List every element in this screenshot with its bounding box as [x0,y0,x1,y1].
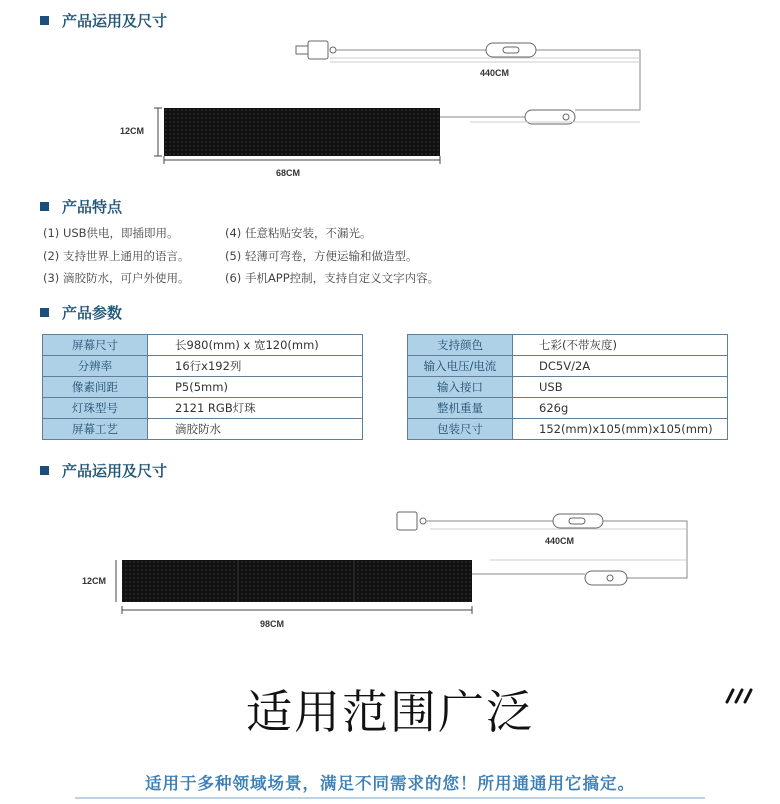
led-panel-large [122,560,472,602]
feature-item: (4) 任意粘贴安装，不漏光。 [225,226,372,240]
switch-icon [486,43,536,57]
section-title-text: 产品运用及尺寸 [62,12,168,30]
table-row [43,377,363,398]
param-key: 像素间距 [43,377,148,398]
height-label: 12CM [82,576,107,586]
param-value: DC5V/2A [513,356,728,377]
cable-length-label: 440CM [480,68,510,78]
param-key: 屏幕工艺 [43,419,148,440]
param-value: 滴胶防水 [148,419,363,440]
table-row [43,356,363,377]
table-row [408,377,728,398]
param-value: 2121 RGB灯珠 [148,398,363,419]
table-row [408,419,728,440]
param-key: 输入接口 [408,377,513,398]
table-row [408,335,728,356]
table-row [43,398,363,419]
param-value: 七彩(不带灰度) [513,335,728,356]
section-title-features [40,196,122,217]
diagram-2 [82,512,687,629]
param-key: 输入电压/电流 [408,356,513,377]
feature-item: (6) 手机APP控制，支持自定义文字内容。 [225,271,440,285]
param-key: 支持颜色 [408,335,513,356]
param-key: 屏幕尺寸 [43,335,148,356]
slogan-title: 适用范围广泛 [246,685,534,739]
usb-plug-icon [397,512,426,530]
table-row [408,398,728,419]
param-value: USB [513,377,728,398]
cable-length-label: 440CM [545,536,575,546]
controller-icon [525,110,575,124]
param-key: 灯珠型号 [43,398,148,419]
switch-icon [553,514,603,528]
height-label: 12CM [120,126,145,136]
section-title-text: 产品特点 [62,198,123,216]
usb-plug-icon [296,41,336,59]
param-value: 152(mm)x105(mm)x105(mm) [513,419,728,440]
slogan-subtitle: 适用于多种领域场景，满足不同需求的您！所用通通用它搞定。 [145,774,635,793]
table-row [43,419,363,440]
feature-item: (3) 滴胶防水，可户外使用。 [43,271,190,285]
table-row [408,356,728,377]
param-key: 整机重量 [408,398,513,419]
square-bullet-icon [40,466,49,475]
feature-item: (2) 支持世界上通用的语言。 [43,249,190,263]
section-title-usage-1 [40,10,167,31]
section-title-usage-2 [40,460,167,481]
square-bullet-icon [40,16,49,25]
param-value: 长980(mm) x 宽120(mm) [148,335,363,356]
controller-icon [585,571,627,585]
diagram-1 [120,41,640,178]
square-bullet-icon [40,202,49,211]
param-value: 626g [513,398,728,419]
param-value: P5(5mm) [148,377,363,398]
feature-item: (5) 轻薄可弯卷，方便运输和做造型。 [225,249,418,263]
led-panel-small [164,108,440,156]
param-key: 分辨率 [43,356,148,377]
section-title-params [40,302,122,323]
divider [75,797,705,799]
section-title-text: 产品运用及尺寸 [62,462,168,480]
params-table-right [407,334,728,440]
param-key: 包装尺寸 [408,419,513,440]
feature-item: (1) USB供电，即插即用。 [43,226,179,240]
square-bullet-icon [40,308,49,317]
param-value: 16行x192列 [148,356,363,377]
width-label: 98CM [260,619,285,629]
width-label: 68CM [276,168,301,178]
section-title-text: 产品参数 [62,304,123,322]
table-row [43,335,363,356]
params-table-left [42,334,363,440]
